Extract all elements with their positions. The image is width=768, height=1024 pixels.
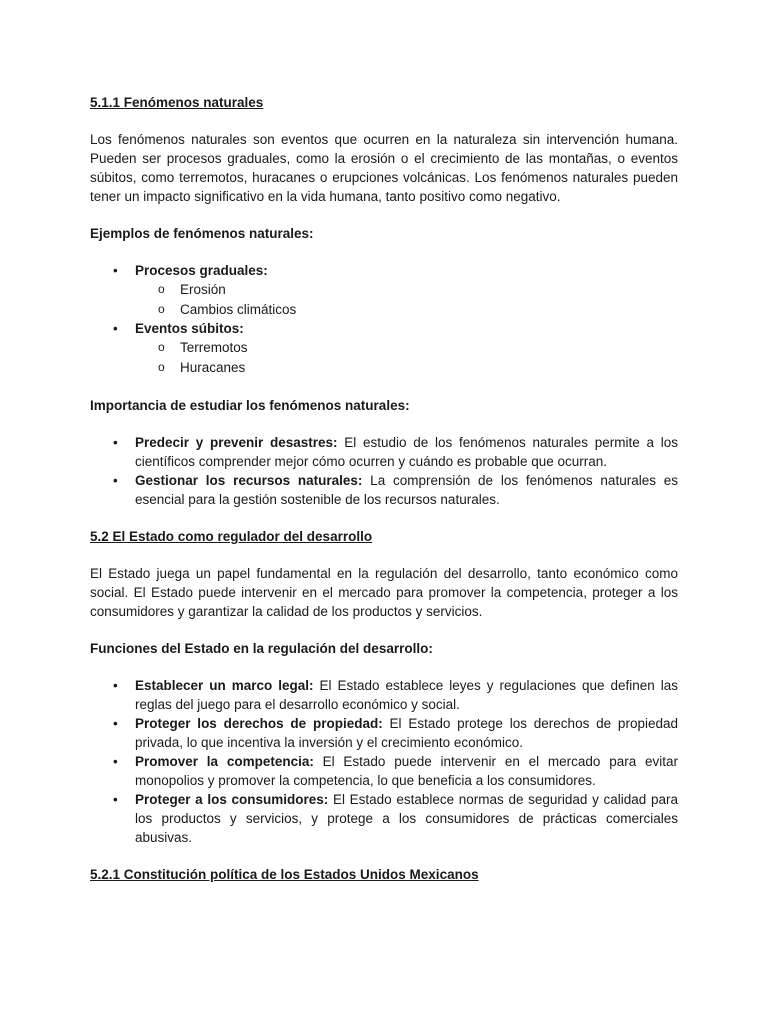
list-item-text: El Estado protege los derechos de propiedad privada, lo que incentiva la inversión y el crecimiento económico. xyxy=(135,716,678,750)
list-item-label: Gestionar los recursos naturales: xyxy=(135,473,363,488)
list-item-text: La comprensión de los fenómenos naturales es esencial para la gestión sostenible de los recursos naturales. xyxy=(135,473,678,507)
list-item-label: Promover la competencia: xyxy=(135,754,314,769)
paragraph-fenomenos-intro: Los fenómenos naturales son eventos que ocurren en la naturaleza sin intervención humana. Pueden ser procesos graduales, como la erosión o el crecimiento de las montañas, o eventos súbitos, como terremotos, huracanes o erupciones volcánicas. Los fenómenos naturales pueden tener un impacto significativo en la vida humana, tanto positivo como negativo. xyxy=(90,132,678,204)
sub-list-item: o Huracanes xyxy=(135,358,678,378)
sub-list-item: o Terremotos xyxy=(135,338,678,358)
list-item xyxy=(90,261,678,319)
list-item-text: El Estado establece normas de seguridad y calidad para los productos y servicios, y protege a los consumidores de prácticas comerciales abusivas. xyxy=(135,792,678,845)
list-item xyxy=(90,319,678,377)
list-item-text: El estudio de los fenómenos naturales permite a los científicos comprender mejor cómo ocurren y cuándo es probable que ocurran. xyxy=(135,435,679,469)
heading-ejemplos: Ejemplos de fenómenos naturales: xyxy=(90,226,314,241)
sub-list-item: o Cambios climáticos xyxy=(135,300,678,320)
list-item-label: Establecer un marco legal: xyxy=(135,678,314,693)
sub-list xyxy=(135,338,678,377)
list-item xyxy=(90,714,678,752)
sub-list-item: o Erosión xyxy=(135,280,678,300)
list-item xyxy=(90,433,678,471)
section-title-5-2-1: 5.2.1 Constitución política de los Estados Unidos Mexicanos xyxy=(90,867,479,882)
list-item-text: El Estado puede intervenir en el mercado para evitar monopolios y promover la competencia, lo que beneficia a los consumidores. xyxy=(135,754,678,788)
list-item-label: Proteger a los consumidores: xyxy=(135,792,329,807)
list-item xyxy=(90,790,678,847)
heading-importancia: Importancia de estudiar los fenómenos naturales: xyxy=(90,398,410,413)
examples-list xyxy=(90,261,678,377)
list-item-label: Procesos graduales: xyxy=(135,263,268,278)
section-title-5-2: 5.2 El Estado como regulador del desarrollo xyxy=(90,529,373,544)
list-item xyxy=(90,471,678,509)
list-item xyxy=(90,752,678,790)
heading-funciones: Funciones del Estado en la regulación del desarrollo: xyxy=(90,641,433,656)
sub-list xyxy=(135,280,678,319)
list-item-label: Proteger los derechos de propiedad: xyxy=(135,716,383,731)
list-item-text: El Estado establece leyes y regulaciones que definen las reglas del juego para el desarrollo económico y social. xyxy=(135,678,678,712)
list-item xyxy=(90,676,678,714)
importance-list xyxy=(90,433,678,509)
functions-list xyxy=(90,676,678,847)
section-title-5-1-1: 5.1.1 Fenómenos naturales xyxy=(90,95,264,110)
list-item-label: Eventos súbitos: xyxy=(135,321,244,336)
paragraph-estado-intro: El Estado juega un papel fundamental en la regulación del desarrollo, tanto económico como social. El Estado puede intervenir en el mercado para promover la competencia, proteger a los consumidores y garantizar la calidad de los productos y servicios. xyxy=(90,566,678,619)
list-item-label: Predecir y prevenir desastres: xyxy=(135,435,338,450)
